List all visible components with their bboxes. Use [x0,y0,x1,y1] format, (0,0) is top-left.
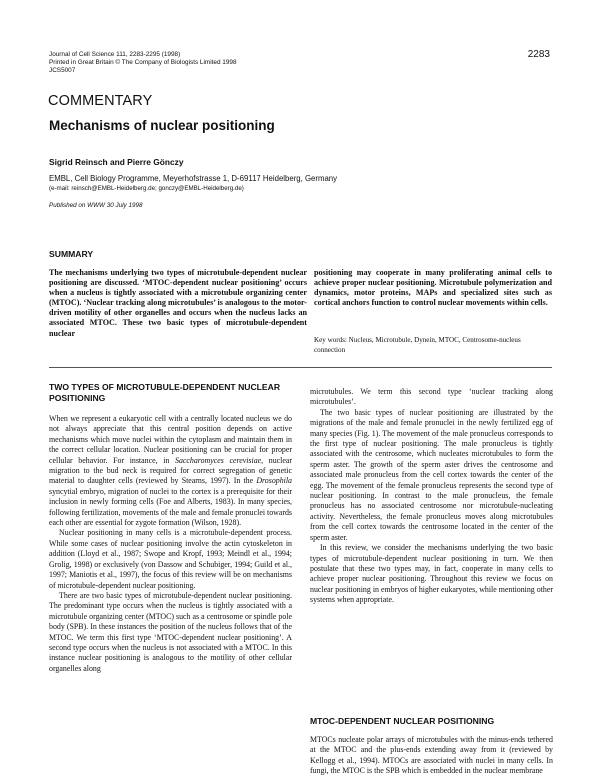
section-divider [49,367,552,368]
body-paragraph: microtubules. We term this second type ‘nuclear tracking along microtubules’. [310,387,553,407]
author-email: (e-mail: reinsch@EMBL-Heidelberg.de; gonczy@EMBL-Heidelberg.de) [49,185,244,192]
section-heading-two-types: TWO TYPES OF MICROTUBULE-DEPENDENT NUCLEAR POSITIONING [49,382,281,403]
species-name: Drosophila [256,476,292,486]
body-paragraph: Nuclear positioning in many cells is a microtubule-dependent process. While some cases of nuclear positioning involve the actin cytoskeleton in addition (Lloyd et al., 1987; Swope and Kropf, 1993; Meindl et al., 1994; Grolig, 1998) or exclusively (von Dassow and Schubiger, 1994; Guild et al., 1997; Maniotis et al., 1997), the focus of this review will be on mechanisms of microtubule-dependent nuclear positioning. [49,528,292,590]
summary-text-right: positioning may cooperate in many proliferating animal cells to achieve proper nuclear positioning. Microtubule polymerization and dynamics, motor proteins, MAPs and specialized sites such as cortical anchors function to control nuclear movements within cells. [314,268,552,308]
body-column-right-lower [310,735,553,777]
section-label: COMMENTARY [48,93,153,109]
keywords: Key words: Nucleus, Microtubule, Dynein, MTOC, Centrosome-nucleus connection [314,336,521,354]
journal-citation: Journal of Cell Science 111, 2283-2295 (1998) [49,51,181,58]
text-run: , nuclear migration to the bud neck is required for correct segregation of genetic material to daughter cells (reviewed by Stearns, 1997). In the [49,455,293,486]
body-paragraph [49,414,292,528]
text-run: When we represent a eukaryotic cell with a centrally located nucleus we do not always appreciate that this central position depends on active mechanisms which move nuclei within the cytoplasm and maintain them in the correct cellular location. Nuclear positioning can be crucial for proper cellular behavior. For instance, in [49,414,292,465]
species-name: Saccharomyces cerevisiae [175,455,262,465]
summary-text-left: The mechanisms underlying two types of microtubule-dependent nuclear positioning are discussed. ‘MTOC-dependent nuclear positioning’ occurs when a nucleus is tightly associated with a microtubule organizing center (MTOC). ‘Nuclear tracking along microtubules’ is analogous to the motor-driven motility of other organelles and occurs when the nucleus lacks an associated MTOC. These two basic types of microtubule-dependent nuclear [49,268,307,338]
section-heading-mtoc: MTOC-DEPENDENT NUCLEAR POSITIONING [310,716,495,726]
body-paragraph: The two basic types of nuclear positioning are illustrated by the migrations of the male and female pronuclei in the newly fertilized egg of many species (Fig. 1). The movement of the male pronucleus corresponds to the first type of nuclear positioning. The male pronucleus is tightly associated with the centrosome, which nucleates microtubules to form the sperm aster. The growth of the sperm aster drives the centrosome and associated male pronucleus from the cell cortex towards the center of the egg. The movement of the female pronucleus represents the second type of nuclear positioning. In contrast to the male pronucleus, the female pronucleus has no associated centrosome nor microtubule-nucleating activity. Nevertheless, the female pronucleus moves along microtubules from the cell cortex towards the centrosome located in the center of the sperm aster. [310,407,553,542]
journal-info [49,51,237,76]
journal-code: JCS5007 [49,67,76,75]
body-column-right [310,387,553,606]
body-paragraph: There are two basic types of microtubule-dependent nuclear positioning. The predominant type occurs when the nucleus is tightly associated with a microtubule organizing center (MTOC) such as a centrosome or spindle pole body (SPB). In these instances the position of the nucleus follows that of the MTOC. We term this first type ‘MTOC-dependent nuclear positioning’. A second type occurs when the nucleus is not associated with a MTOC. In this instance nuclear positioning is analogous to the motility of other cellular organelles along [49,590,292,673]
body-column-left [49,414,292,674]
page-number: 2283 [527,49,550,60]
journal-copyright: Printed in Great Britain © The Company of Biologists Limited 1998 [49,59,237,67]
text-run: syncytial embryo, migration of nuclei to the cortex is a prerequisite for their inclusion in newly forming cells (Foe and Alberts, 1983). In many species, following fertilization, movements of the male and female pronuclei towards each other are essential for zygote formation (Wilson, 1928). [49,486,292,528]
article-authors: Sigrid Reinsch and Pierre Gönczy [49,157,184,167]
summary-heading: SUMMARY [49,249,94,259]
author-affiliation: EMBL, Cell Biology Programme, Meyerhofstrasse 1, D-69117 Heidelberg, Germany [49,174,338,183]
published-date: Published on WWW 30 July 1998 [49,202,143,209]
article-title: Mechanisms of nuclear positioning [49,118,275,133]
body-paragraph: In this review, we consider the mechanisms underlying the two basic types of microtubule-dependent nuclear positioning in turn. We then postulate that these two types may, in fact, cooperate in many cells to achieve proper nuclear positioning. Throughout this review we focus on nuclear positioning in embryos of higher eukaryotes, while mentioning other systems when appropriate. [310,543,553,605]
body-paragraph: MTOCs nucleate polar arrays of microtubules with the minus-ends tethered at the MTOC and the plus-ends extending away from it (reviewed by Kellogg et al., 1994). MTOCs are associated with nuclei in many cells. In fungi, the MTOC is the SPB which is embedded in the nuclear membrane [310,735,553,776]
